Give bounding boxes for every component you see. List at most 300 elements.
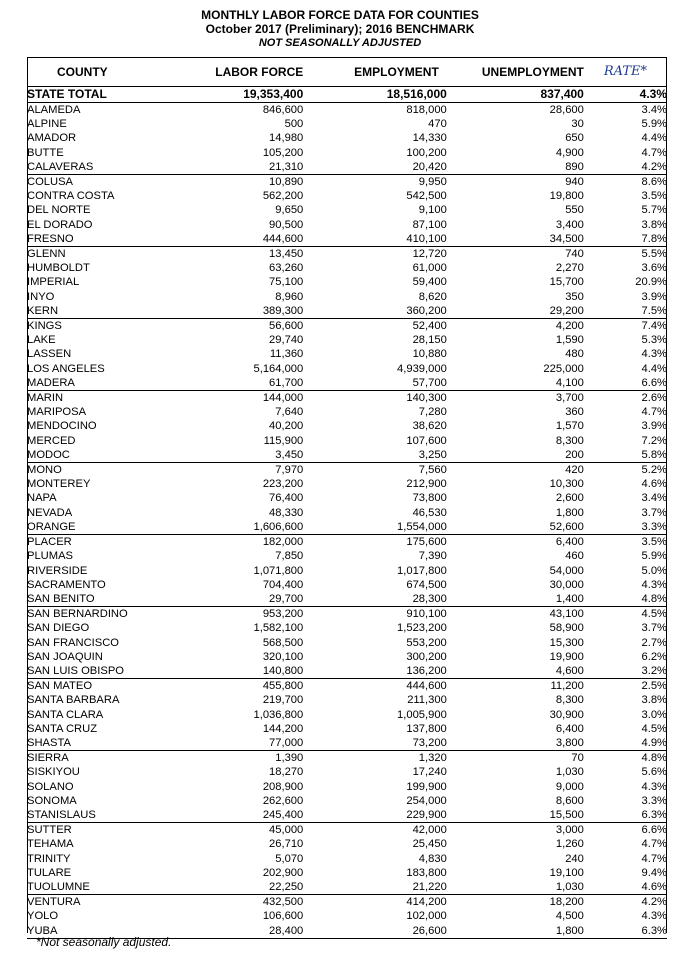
employment-value: 61,000 (412, 262, 447, 275)
unemployment-value: 15,500 (549, 808, 584, 821)
rate-value: 6.6% (641, 376, 667, 389)
rate-value: 4.7% (641, 406, 667, 419)
rate-value: 5.3% (641, 334, 667, 347)
rate-value: 3.2% (641, 664, 667, 677)
employment-value: 910,100 (303, 607, 447, 622)
unemployment-value: 1,400 (555, 592, 584, 605)
employment-value: 42,000 (303, 823, 447, 838)
employment-value: 14,330 (412, 132, 447, 145)
table-row (27, 592, 667, 607)
unemployment-value: 28,600 (549, 104, 584, 116)
table-row (27, 736, 667, 751)
table-row (27, 189, 667, 203)
rate-value: 4.6% (641, 880, 667, 893)
state-total-label: STATE TOTAL (27, 87, 189, 103)
unemployment-value: 15,300 (549, 636, 584, 649)
labor-force-value: 29,740 (269, 334, 304, 347)
table-row (27, 261, 667, 275)
employment-value: 4,939,000 (397, 362, 447, 375)
unemployment-value: 460 (565, 550, 584, 563)
table-row (27, 578, 667, 592)
table-row (27, 247, 667, 262)
employment-value: 1,017,800 (397, 564, 447, 577)
rate-value: 7.5% (641, 304, 667, 317)
table-row (27, 146, 667, 160)
table-row (27, 477, 667, 491)
table-row (27, 463, 667, 478)
county-name: IMPERIAL (27, 276, 80, 289)
unemployment-value: 11,200 (447, 679, 584, 694)
labor-force-value: 202,900 (262, 866, 304, 879)
table-row (27, 391, 667, 406)
rate-value: 3.5% (584, 535, 667, 550)
labor-force-value: 29,700 (269, 592, 304, 605)
unemployment-value: 2,270 (555, 262, 584, 275)
labor-force-value: 61,700 (269, 376, 304, 389)
county-name: TUOLUMNE (27, 880, 90, 893)
rate-value: 6.2% (641, 650, 667, 663)
unemployment-value: 1,030 (555, 880, 584, 893)
labor-force-value: 455,800 (189, 679, 303, 694)
unemployment-value: 4,500 (555, 910, 584, 923)
rate-value: 5.9% (641, 550, 667, 563)
table-row (27, 218, 667, 232)
rate-value: 4.6% (641, 478, 667, 491)
table-row (27, 808, 667, 823)
county-name: SISKIYOU (27, 766, 80, 779)
table-row (27, 866, 667, 880)
rate-value: 3.8% (641, 218, 667, 231)
employment-value: 137,800 (406, 722, 447, 735)
county-name: LAKE (27, 334, 56, 347)
employment-value: 542,500 (406, 190, 447, 203)
county-name: SAN MATEO (27, 679, 189, 694)
labor-force-value: 140,800 (262, 664, 304, 677)
labor-force-value: 28,400 (189, 924, 303, 939)
rate-value: 4.9% (641, 736, 667, 749)
labor-force-value: 77,000 (269, 736, 304, 749)
table-row (27, 304, 667, 319)
county-name: SACRAMENTO (27, 578, 106, 591)
labor-force-value: 7,970 (189, 463, 303, 478)
rate-value: 4.7% (641, 838, 667, 851)
employment-value: 46,530 (412, 506, 447, 519)
employment-value: 7,280 (418, 406, 447, 419)
table-row (27, 362, 667, 376)
rate-value: 5.7% (641, 204, 667, 217)
header-rate: RATE* (584, 58, 667, 87)
table-row (27, 376, 667, 391)
table-row (27, 160, 667, 175)
unemployment-value: 240 (565, 852, 584, 865)
county-name: TRINITY (27, 852, 71, 865)
rate-value: 5.5% (584, 247, 667, 262)
unemployment-value: 200 (565, 448, 584, 461)
employment-value: 1,554,000 (397, 520, 447, 533)
county-name: MARIPOSA (27, 406, 87, 419)
table-row (27, 722, 667, 736)
labor-force-value: 219,700 (262, 694, 304, 707)
county-name: SONOMA (27, 794, 77, 807)
rate-value: 4.3% (641, 910, 667, 923)
county-name: NEVADA (27, 506, 73, 519)
unemployment-value: 3,700 (447, 391, 584, 406)
rate-value: 6.3% (584, 924, 667, 939)
employment-value: 444,600 (303, 679, 447, 694)
unemployment-value: 6,400 (447, 535, 584, 550)
county-name: PLACER (27, 535, 189, 550)
county-name: MARIN (27, 391, 189, 406)
table-row (27, 895, 667, 910)
table-header-row (27, 58, 667, 87)
employment-value: 38,620 (412, 420, 447, 433)
rate-value: 3.3% (641, 520, 667, 533)
table-row (27, 448, 667, 463)
unemployment-value: 650 (565, 132, 584, 145)
county-name: MODOC (27, 448, 70, 461)
table-row (27, 636, 667, 650)
unemployment-value: 18,200 (447, 895, 584, 910)
state-total-row (27, 87, 667, 103)
table-row (27, 708, 667, 722)
employment-value: 8,620 (418, 290, 447, 303)
state-total-unemployment: 837,400 (447, 87, 584, 103)
employment-value: 9,950 (303, 175, 447, 190)
labor-force-value: 22,250 (269, 880, 304, 893)
table-row (27, 275, 667, 289)
unemployment-value: 1,260 (555, 838, 584, 851)
labor-force-value: 144,000 (189, 391, 303, 406)
county-name: SANTA CRUZ (27, 722, 98, 735)
header-unemployment: UNEMPLOYMENT (447, 58, 584, 87)
unemployment-value: 4,100 (555, 376, 584, 389)
unemployment-value: 19,800 (549, 190, 584, 203)
table-row (27, 823, 667, 838)
rate-value: 5.6% (641, 766, 667, 779)
table-row (27, 117, 667, 131)
county-name: MONTEREY (27, 478, 91, 491)
rate-value: 7.2% (641, 434, 667, 447)
employment-value: 28,300 (412, 592, 447, 605)
employment-value: 199,900 (406, 780, 447, 793)
labor-force-value: 444,600 (262, 232, 304, 245)
county-name: MENDOCINO (27, 420, 97, 433)
table-row (27, 103, 667, 118)
report-title-block (0, 8, 680, 50)
unemployment-value: 52,600 (549, 520, 584, 533)
employment-value: 212,900 (406, 478, 447, 491)
labor-force-table (27, 57, 667, 939)
labor-force-value: 21,310 (269, 160, 304, 173)
employment-value: 254,000 (406, 794, 447, 807)
county-name: SUTTER (27, 823, 189, 838)
unemployment-value: 8,300 (555, 694, 584, 707)
county-name: KERN (27, 304, 59, 317)
employment-value: 1,005,900 (397, 708, 447, 721)
labor-force-value: 846,600 (262, 104, 304, 116)
labor-force-value: 568,500 (262, 636, 304, 649)
report-title: MONTHLY LABOR FORCE DATA FOR COUNTIES (201, 8, 479, 22)
employment-value: 1,320 (303, 751, 447, 766)
employment-value: 410,100 (406, 232, 447, 245)
unemployment-value: 30,000 (549, 578, 584, 591)
employment-value: 136,200 (406, 664, 447, 677)
unemployment-value: 4,200 (447, 319, 584, 334)
unemployment-value: 740 (447, 247, 584, 262)
unemployment-value: 30 (571, 118, 584, 131)
table-row (27, 549, 667, 563)
unemployment-value: 58,900 (549, 622, 584, 635)
table-row (27, 650, 667, 664)
table-row (27, 679, 667, 694)
table-row (27, 693, 667, 707)
employment-value: 73,200 (412, 736, 447, 749)
table-row (27, 880, 667, 895)
county-name: SAN BENITO (27, 592, 95, 605)
county-name: SHASTA (27, 736, 71, 749)
rate-value: 3.4% (641, 492, 667, 505)
employment-value: 470 (428, 118, 447, 131)
rate-value: 2.5% (584, 679, 667, 694)
county-name: DEL NORTE (27, 204, 91, 217)
table-row (27, 837, 667, 851)
unemployment-value: 19,900 (549, 650, 584, 663)
header-employment: EMPLOYMENT (303, 58, 447, 87)
rate-value: 7.8% (641, 232, 667, 245)
labor-force-value: 432,500 (189, 895, 303, 910)
rate-value: 4.7% (641, 146, 667, 159)
labor-force-value: 18,270 (269, 766, 304, 779)
table-row (27, 232, 667, 247)
rate-value: 4.5% (584, 607, 667, 622)
unemployment-value: 30,900 (549, 708, 584, 721)
table-row (27, 794, 667, 808)
unemployment-value: 360 (565, 406, 584, 419)
labor-force-value: 953,200 (189, 607, 303, 622)
employment-value: 7,390 (418, 550, 447, 563)
employment-value: 9,100 (418, 204, 447, 217)
employment-value: 1,523,200 (397, 622, 447, 635)
unemployment-value: 420 (447, 463, 584, 478)
county-name: SAN BERNARDINO (27, 607, 189, 622)
unemployment-value: 1,800 (555, 506, 584, 519)
table-row (27, 131, 667, 145)
labor-force-value: 45,000 (189, 823, 303, 838)
labor-force-value: 105,200 (262, 146, 304, 159)
table-row (27, 405, 667, 419)
employment-value: 26,600 (303, 924, 447, 939)
labor-force-value: 40,200 (269, 420, 304, 433)
rate-value: 3.0% (641, 708, 667, 721)
labor-force-value: 9,650 (275, 204, 304, 217)
unemployment-value: 43,100 (447, 607, 584, 622)
labor-force-value: 182,000 (189, 535, 303, 550)
county-name: TEHAMA (27, 838, 74, 851)
employment-value: 28,150 (412, 334, 447, 347)
unemployment-value: 4,600 (555, 664, 584, 677)
unemployment-value: 15,700 (549, 276, 584, 289)
rate-value: 4.4% (641, 132, 667, 145)
table-row (27, 347, 667, 361)
footnote: *Not seasonally adjusted. (36, 935, 172, 949)
report-subtitle: October 2017 (Preliminary); 2016 BENCHMARK (205, 22, 475, 36)
county-name: CONTRA COSTA (27, 190, 115, 203)
employment-value: 87,100 (412, 218, 447, 231)
unemployment-value: 890 (565, 160, 584, 173)
header-county: COUNTY (27, 58, 189, 87)
state-total-rate: 4.3% (584, 87, 667, 103)
employment-value: 211,300 (407, 694, 447, 707)
labor-force-value: 106,600 (262, 910, 304, 923)
labor-force-value: 1,036,800 (253, 708, 304, 721)
employment-value: 59,400 (412, 276, 447, 289)
unemployment-value: 8,300 (555, 434, 584, 447)
labor-force-value: 75,100 (269, 276, 304, 289)
rate-value: 3.4% (641, 104, 667, 116)
county-name: ALAMEDA (27, 104, 81, 116)
unemployment-value: 1,800 (447, 924, 584, 939)
rate-value: 2.7% (641, 636, 667, 649)
labor-force-value: 5,070 (275, 852, 304, 865)
labor-force-value: 3,450 (275, 448, 304, 461)
labor-force-value: 262,600 (262, 794, 304, 807)
county-name: SANTA BARBARA (27, 694, 120, 707)
employment-value: 7,560 (303, 463, 447, 478)
county-name: CALAVERAS (27, 160, 94, 173)
rate-value: 5.9% (641, 118, 667, 131)
employment-value: 553,200 (406, 636, 447, 649)
employment-value: 107,600 (406, 434, 447, 447)
labor-force-value: 144,200 (262, 722, 304, 735)
labor-force-value: 115,900 (263, 434, 304, 447)
county-name: ORANGE (27, 520, 76, 533)
unemployment-value: 480 (565, 348, 584, 361)
labor-force-value: 1,390 (189, 751, 303, 766)
table-row (27, 506, 667, 520)
rate-value: 3.3% (641, 794, 667, 807)
labor-force-value: 500 (284, 118, 304, 131)
county-name: YUBA (27, 924, 189, 939)
table-row (27, 621, 667, 635)
unemployment-value: 3,000 (447, 823, 584, 838)
table-row (27, 607, 667, 622)
county-name: SAN DIEGO (27, 622, 90, 635)
rate-value: 6.6% (584, 823, 667, 838)
county-name: MADERA (27, 376, 75, 389)
labor-force-value: 1,071,800 (253, 564, 304, 577)
labor-force-value: 320,100 (262, 650, 304, 663)
table-row (27, 333, 667, 347)
county-name: SAN FRANCISCO (27, 636, 119, 649)
labor-force-value: 208,900 (262, 780, 304, 793)
county-name: YOLO (27, 910, 59, 923)
county-name: KINGS (27, 319, 189, 334)
unemployment-value: 940 (447, 175, 584, 190)
labor-force-value: 1,606,600 (253, 520, 304, 533)
unemployment-value: 6,400 (555, 722, 584, 735)
county-name: SAN JOAQUIN (27, 650, 103, 663)
table-row (27, 564, 667, 578)
employment-value: 818,000 (406, 104, 447, 116)
unemployment-value: 2,600 (555, 492, 584, 505)
county-name: SANTA CLARA (27, 708, 104, 721)
table-row (27, 319, 667, 334)
rate-value: 5.0% (641, 564, 667, 577)
county-name: HUMBOLDT (27, 262, 90, 275)
table-row (27, 909, 667, 923)
labor-force-value: 56,600 (189, 319, 303, 334)
rate-value: 8.6% (584, 175, 667, 190)
employment-value: 360,200 (406, 304, 447, 317)
unemployment-value: 29,200 (549, 304, 584, 317)
county-name: RIVERSIDE (27, 564, 88, 577)
rate-value: 4.3% (641, 578, 667, 591)
unemployment-value: 10,300 (549, 478, 584, 491)
county-name: LASSEN (27, 348, 72, 361)
rate-value: 4.8% (641, 592, 667, 605)
rate-value: 4.5% (641, 722, 667, 735)
labor-force-value: 562,200 (262, 190, 304, 203)
table-row (27, 852, 667, 866)
county-name: MERCED (27, 434, 76, 447)
county-name: EL DORADO (27, 218, 93, 231)
unemployment-value: 34,500 (549, 232, 584, 245)
county-name: STANISLAUS (27, 808, 96, 821)
rate-value: 4.2% (584, 895, 667, 910)
county-name: TULARE (27, 866, 72, 879)
rate-value: 2.6% (584, 391, 667, 406)
table-row (27, 664, 667, 679)
table-row (27, 419, 667, 433)
table-row (27, 203, 667, 217)
county-name: SOLANO (27, 780, 74, 793)
labor-force-value: 7,640 (275, 406, 304, 419)
rate-value: 3.9% (641, 290, 667, 303)
employment-value: 100,200 (406, 146, 447, 159)
table-row (27, 290, 667, 304)
employment-value: 674,500 (406, 578, 447, 591)
county-name: ALPINE (27, 118, 67, 131)
unemployment-value: 550 (565, 204, 584, 217)
table-row (27, 434, 667, 448)
county-name: BUTTE (27, 146, 64, 159)
employment-value: 300,200 (406, 650, 447, 663)
employment-value: 3,250 (418, 448, 447, 461)
rate-value: 3.7% (641, 506, 667, 519)
labor-force-value: 63,260 (269, 262, 304, 275)
employment-value: 229,900 (406, 808, 447, 821)
county-name: NAPA (27, 492, 57, 505)
rate-value: 5.8% (641, 448, 667, 461)
county-name: PLUMAS (27, 550, 74, 563)
unemployment-value: 8,600 (555, 794, 584, 807)
rate-value: 3.6% (641, 262, 667, 275)
labor-force-value: 10,890 (189, 175, 303, 190)
unemployment-value: 3,400 (555, 218, 584, 231)
table-row (27, 520, 667, 535)
table-row (27, 491, 667, 505)
employment-value: 414,200 (303, 895, 447, 910)
labor-force-value: 26,710 (269, 838, 304, 851)
labor-force-value: 48,330 (269, 506, 304, 519)
county-name: AMADOR (27, 132, 77, 145)
labor-force-value: 90,500 (269, 218, 304, 231)
labor-force-value: 245,400 (262, 808, 304, 821)
report-adjustment-note: NOT SEASONALLY ADJUSTED (258, 37, 422, 49)
county-name: INYO (27, 290, 55, 303)
rate-value: 4.7% (641, 852, 667, 865)
rate-value: 4.3% (641, 348, 667, 361)
